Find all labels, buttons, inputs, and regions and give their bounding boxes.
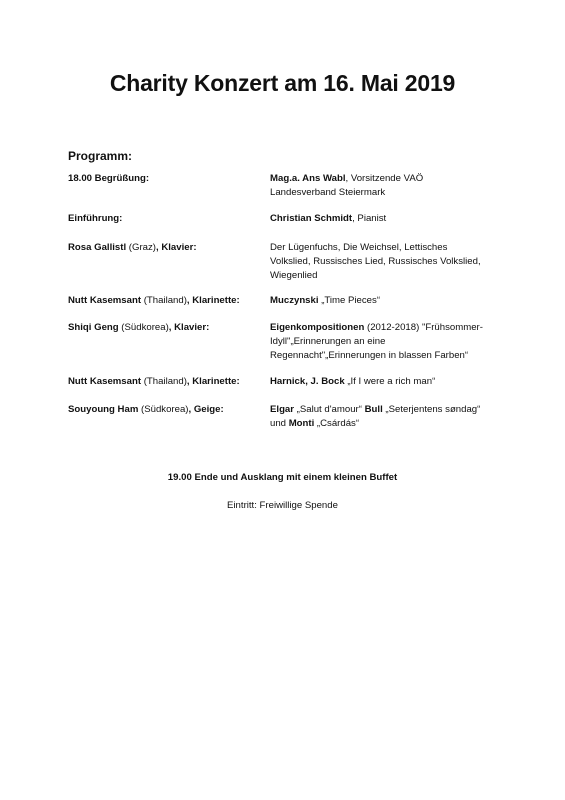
program-item-piece: Eigenkompositionen (2012-2018) "Frühsommer- Idyll"„Erinnerungen an eine Regennacht"„Erinnerungen in blassen Farben“ [270,322,483,361]
admission-note: Eintritt: Freiwillige Spende [227,500,338,511]
program-item-performer: Rosa Gallistl (Graz), Klavier: [68,242,197,253]
program-item-piece: Mag.a. Ans Wabl, Vorsitzende VAÖ Landesverband Steiermark [270,173,424,198]
program-item-performer: 18.00 Begrüßung: [68,173,150,184]
program-item-performer: Nutt Kasemsant (Thailand), Klarinette: [68,295,240,306]
program-item-performer: Shiqi Geng (Südkorea), Klavier: [68,322,210,333]
page-title: Charity Konzert am 16. Mai 2019 [109,70,456,96]
program-heading: Programm: [68,149,133,163]
program-item-piece: Der Lügenfuchs, Die Weichsel, Lettisches Volkslied, Russisches Lied, Russisches Volkslied, Wiegenlied [270,242,481,281]
closing-note: 19.00 Ende und Ausklang mit einem kleinen Buffet [167,472,398,483]
program-item-piece: Elgar „Salut d'amour“ Bull „Seterjentens søndag“ und Monti „Csárdás“ [270,404,481,429]
program-item-piece: Muczynski „Time Pieces“ [270,295,381,306]
program-item-piece: Christian Schmidt, Pianist [270,213,387,224]
program-item-performer: Einführung: [68,213,123,224]
program-item-performer: Nutt Kasemsant (Thailand), Klarinette: [68,376,240,387]
program-item-piece: Harnick, J. Bock „If I were a rich man“ [270,376,436,387]
program-item-performer: Souyoung Ham (Südkorea), Geige: [68,404,224,415]
